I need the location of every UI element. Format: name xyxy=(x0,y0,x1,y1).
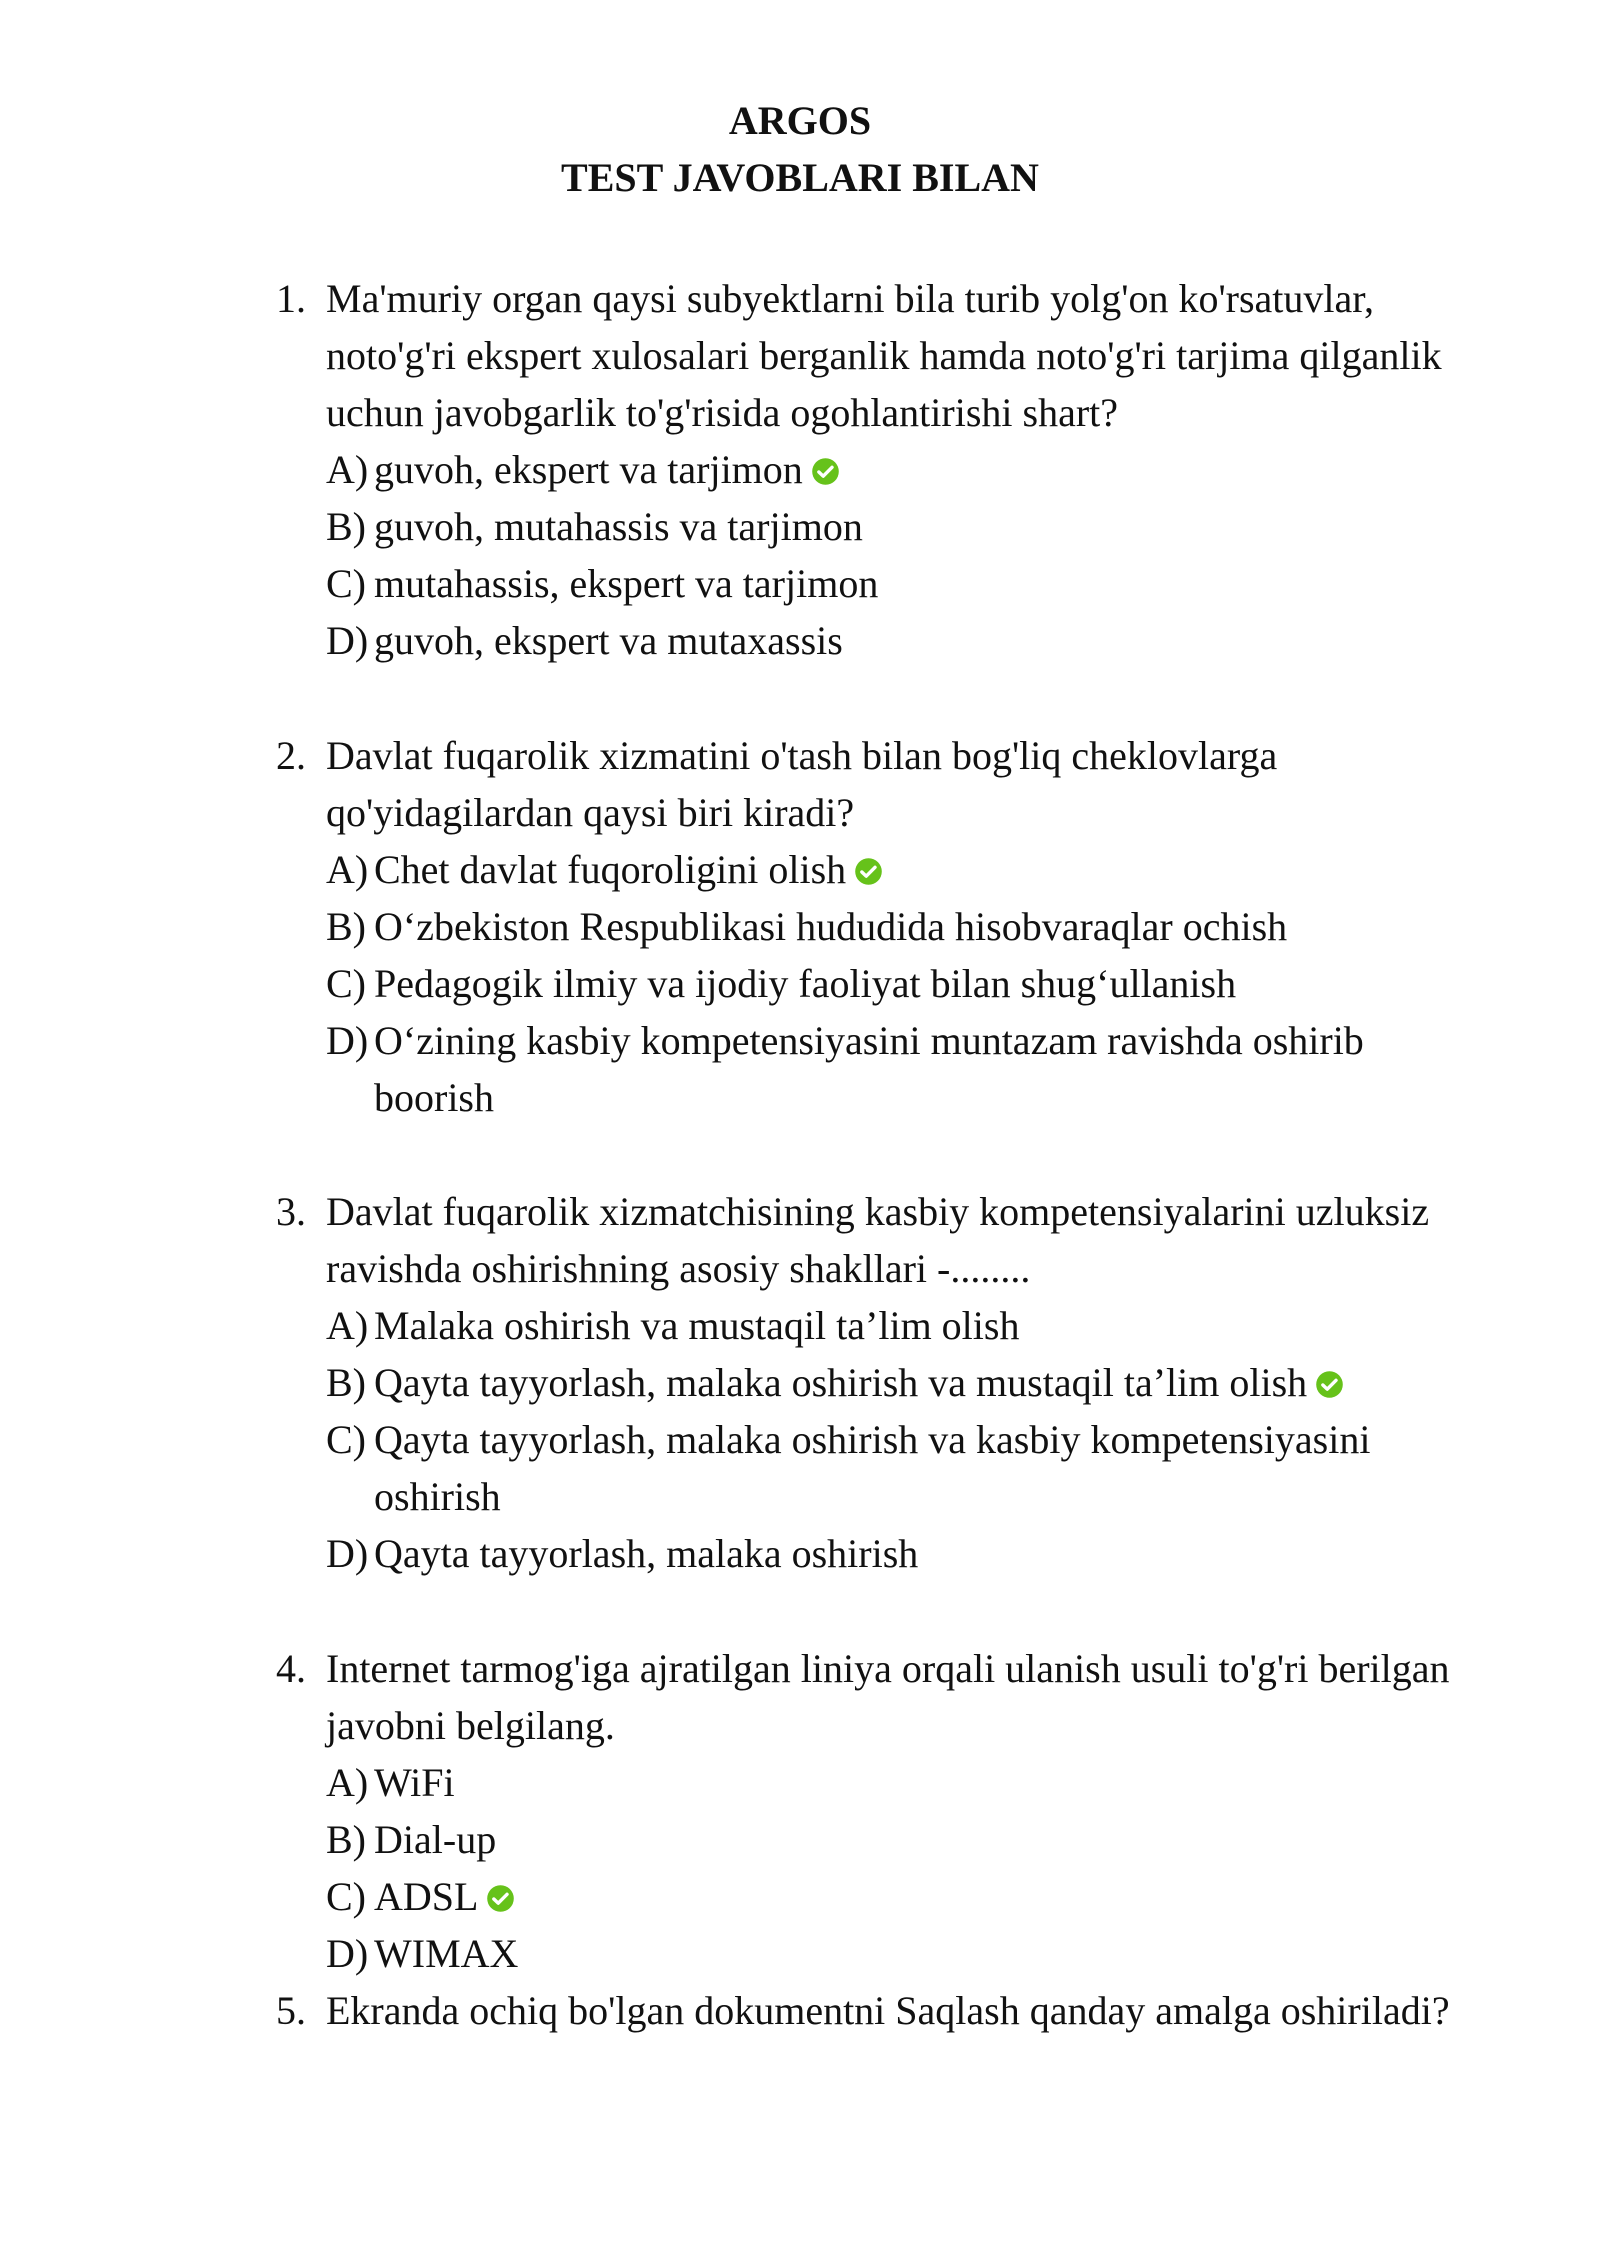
option-body xyxy=(374,1525,1476,1582)
option-letter: C) xyxy=(326,561,366,606)
option-letter: D) xyxy=(326,1018,369,1063)
answer-option xyxy=(326,1868,1476,1925)
option-body xyxy=(374,1354,1476,1411)
question-4 xyxy=(276,1640,1476,1982)
option-letter: D) xyxy=(326,618,369,663)
option-letter: B) xyxy=(326,504,366,549)
option-text: guvoh, ekspert va mutaxassis xyxy=(374,618,843,663)
option-letter: C) xyxy=(326,1417,366,1462)
option-text: ADSL xyxy=(374,1874,479,1919)
option-text: mutahassis, ekspert va tarjimon xyxy=(374,561,879,606)
option-text: Qayta tayyorlash, malaka oshirish xyxy=(374,1531,919,1576)
answer-option xyxy=(326,1354,1476,1411)
question-text: Ekranda ochiq bo'lgan dokumentni Saqlash qanday amalga oshiriladi? xyxy=(326,1988,1450,2033)
answer-option xyxy=(326,555,1476,612)
question-number: 1. xyxy=(276,276,306,321)
answer-option xyxy=(326,1811,1476,1868)
option-text: guvoh, ekspert va tarjimon xyxy=(374,447,803,492)
option-body xyxy=(374,898,1476,955)
question-header xyxy=(276,270,1476,441)
correct-check-icon xyxy=(486,1884,515,1913)
option-body xyxy=(374,1297,1476,1354)
option-text: Qayta tayyorlash, malaka oshirish va kasbiy kompetensiyasini oshirish xyxy=(374,1417,1371,1519)
option-letter: B) xyxy=(326,1360,366,1405)
option-text: O‘zining kasbiy kompetensiyasini muntazam ravishda oshirib boorish xyxy=(374,1018,1364,1120)
option-text: WIMAX xyxy=(374,1931,519,1976)
answer-option xyxy=(326,1411,1476,1525)
answer-option xyxy=(326,841,1476,898)
option-text: Pedagogik ilmiy va ijodiy faoliyat bilan shug‘ullanish xyxy=(374,961,1237,1006)
answer-option xyxy=(326,1925,1476,1982)
answer-option xyxy=(326,898,1476,955)
question-text: Davlat fuqarolik xizmatini o'tash bilan bog'liq cheklovlarga qo'yidagilardan qaysi biri kiradi? xyxy=(326,733,1278,835)
question-number: 5. xyxy=(276,1988,306,2033)
option-body xyxy=(374,841,1476,898)
option-body xyxy=(374,1868,1476,1925)
option-text: O‘zbekiston Respublikasi hududida hisobvaraqlar ochish xyxy=(374,904,1288,949)
page-title: ARGOS xyxy=(728,98,872,143)
question-header xyxy=(276,1640,1476,1754)
option-body xyxy=(374,1012,1476,1126)
option-body xyxy=(374,441,1476,498)
answer-option xyxy=(326,955,1476,1012)
option-letter: C) xyxy=(326,961,366,1006)
question-number: 3. xyxy=(276,1189,306,1234)
option-letter: A) xyxy=(326,1303,369,1348)
option-body xyxy=(374,555,1476,612)
question-text: Internet tarmog'iga ajratilgan liniya orqali ulanish usuli to'g'ri berilgan javobni belgilang. xyxy=(326,1646,1450,1748)
option-body xyxy=(374,1925,1476,1982)
option-letter: A) xyxy=(326,847,369,892)
option-body xyxy=(374,1754,1476,1811)
answer-option xyxy=(326,1297,1476,1354)
option-letter: D) xyxy=(326,1531,369,1576)
option-body xyxy=(374,1411,1476,1525)
option-body xyxy=(374,955,1476,1012)
answer-option xyxy=(326,1754,1476,1811)
question-number: 4. xyxy=(276,1646,306,1691)
option-text: Qayta tayyorlash, malaka oshirish va mustaqil ta’lim olish xyxy=(374,1360,1308,1405)
answer-option xyxy=(326,441,1476,498)
page-subtitle: TEST JAVOBLARI BILAN xyxy=(561,155,1039,200)
question-5 xyxy=(276,1982,1476,2039)
question-3 xyxy=(276,1183,1476,1582)
question-2 xyxy=(276,727,1476,1126)
question-text: Davlat fuqarolik xizmatchisining kasbiy kompetensiyalarini uzluksiz ravishda oshirishning asosiy shakllari -........ xyxy=(326,1189,1430,1291)
option-letter: B) xyxy=(326,904,366,949)
option-text: Dial-up xyxy=(374,1817,497,1862)
option-body xyxy=(374,612,1476,669)
option-text: WiFi xyxy=(374,1760,455,1805)
answer-option xyxy=(326,1012,1476,1126)
option-text: Chet davlat fuqoroligini olish xyxy=(374,847,847,892)
correct-check-icon xyxy=(811,457,840,486)
answer-option xyxy=(326,612,1476,669)
question-header xyxy=(276,1982,1476,2039)
answer-option xyxy=(326,498,1476,555)
option-body xyxy=(374,498,1476,555)
option-text: Malaka oshirish va mustaqil ta’lim olish xyxy=(374,1303,1020,1348)
option-body xyxy=(374,1811,1476,1868)
option-text: guvoh, mutahassis va tarjimon xyxy=(374,504,863,549)
question-1 xyxy=(276,270,1476,669)
correct-check-icon xyxy=(854,857,883,886)
correct-check-icon xyxy=(1315,1370,1344,1399)
option-letter: D) xyxy=(326,1931,369,1976)
option-letter: A) xyxy=(326,1760,369,1805)
answer-option xyxy=(326,1525,1476,1582)
question-header xyxy=(276,1183,1476,1297)
option-letter: A) xyxy=(326,447,369,492)
option-letter: C) xyxy=(326,1874,366,1919)
question-header xyxy=(276,727,1476,841)
question-number: 2. xyxy=(276,733,306,778)
question-text: Ma'muriy organ qaysi subyektlarni bila turib yolg'on ko'rsatuvlar, noto'g'ri ekspert xulosalari berganlik hamda noto'g'ri tarjima qilganlik uchun javobgarlik to'g'risida ogohlantirishi shart? xyxy=(326,276,1442,435)
option-letter: B) xyxy=(326,1817,366,1862)
